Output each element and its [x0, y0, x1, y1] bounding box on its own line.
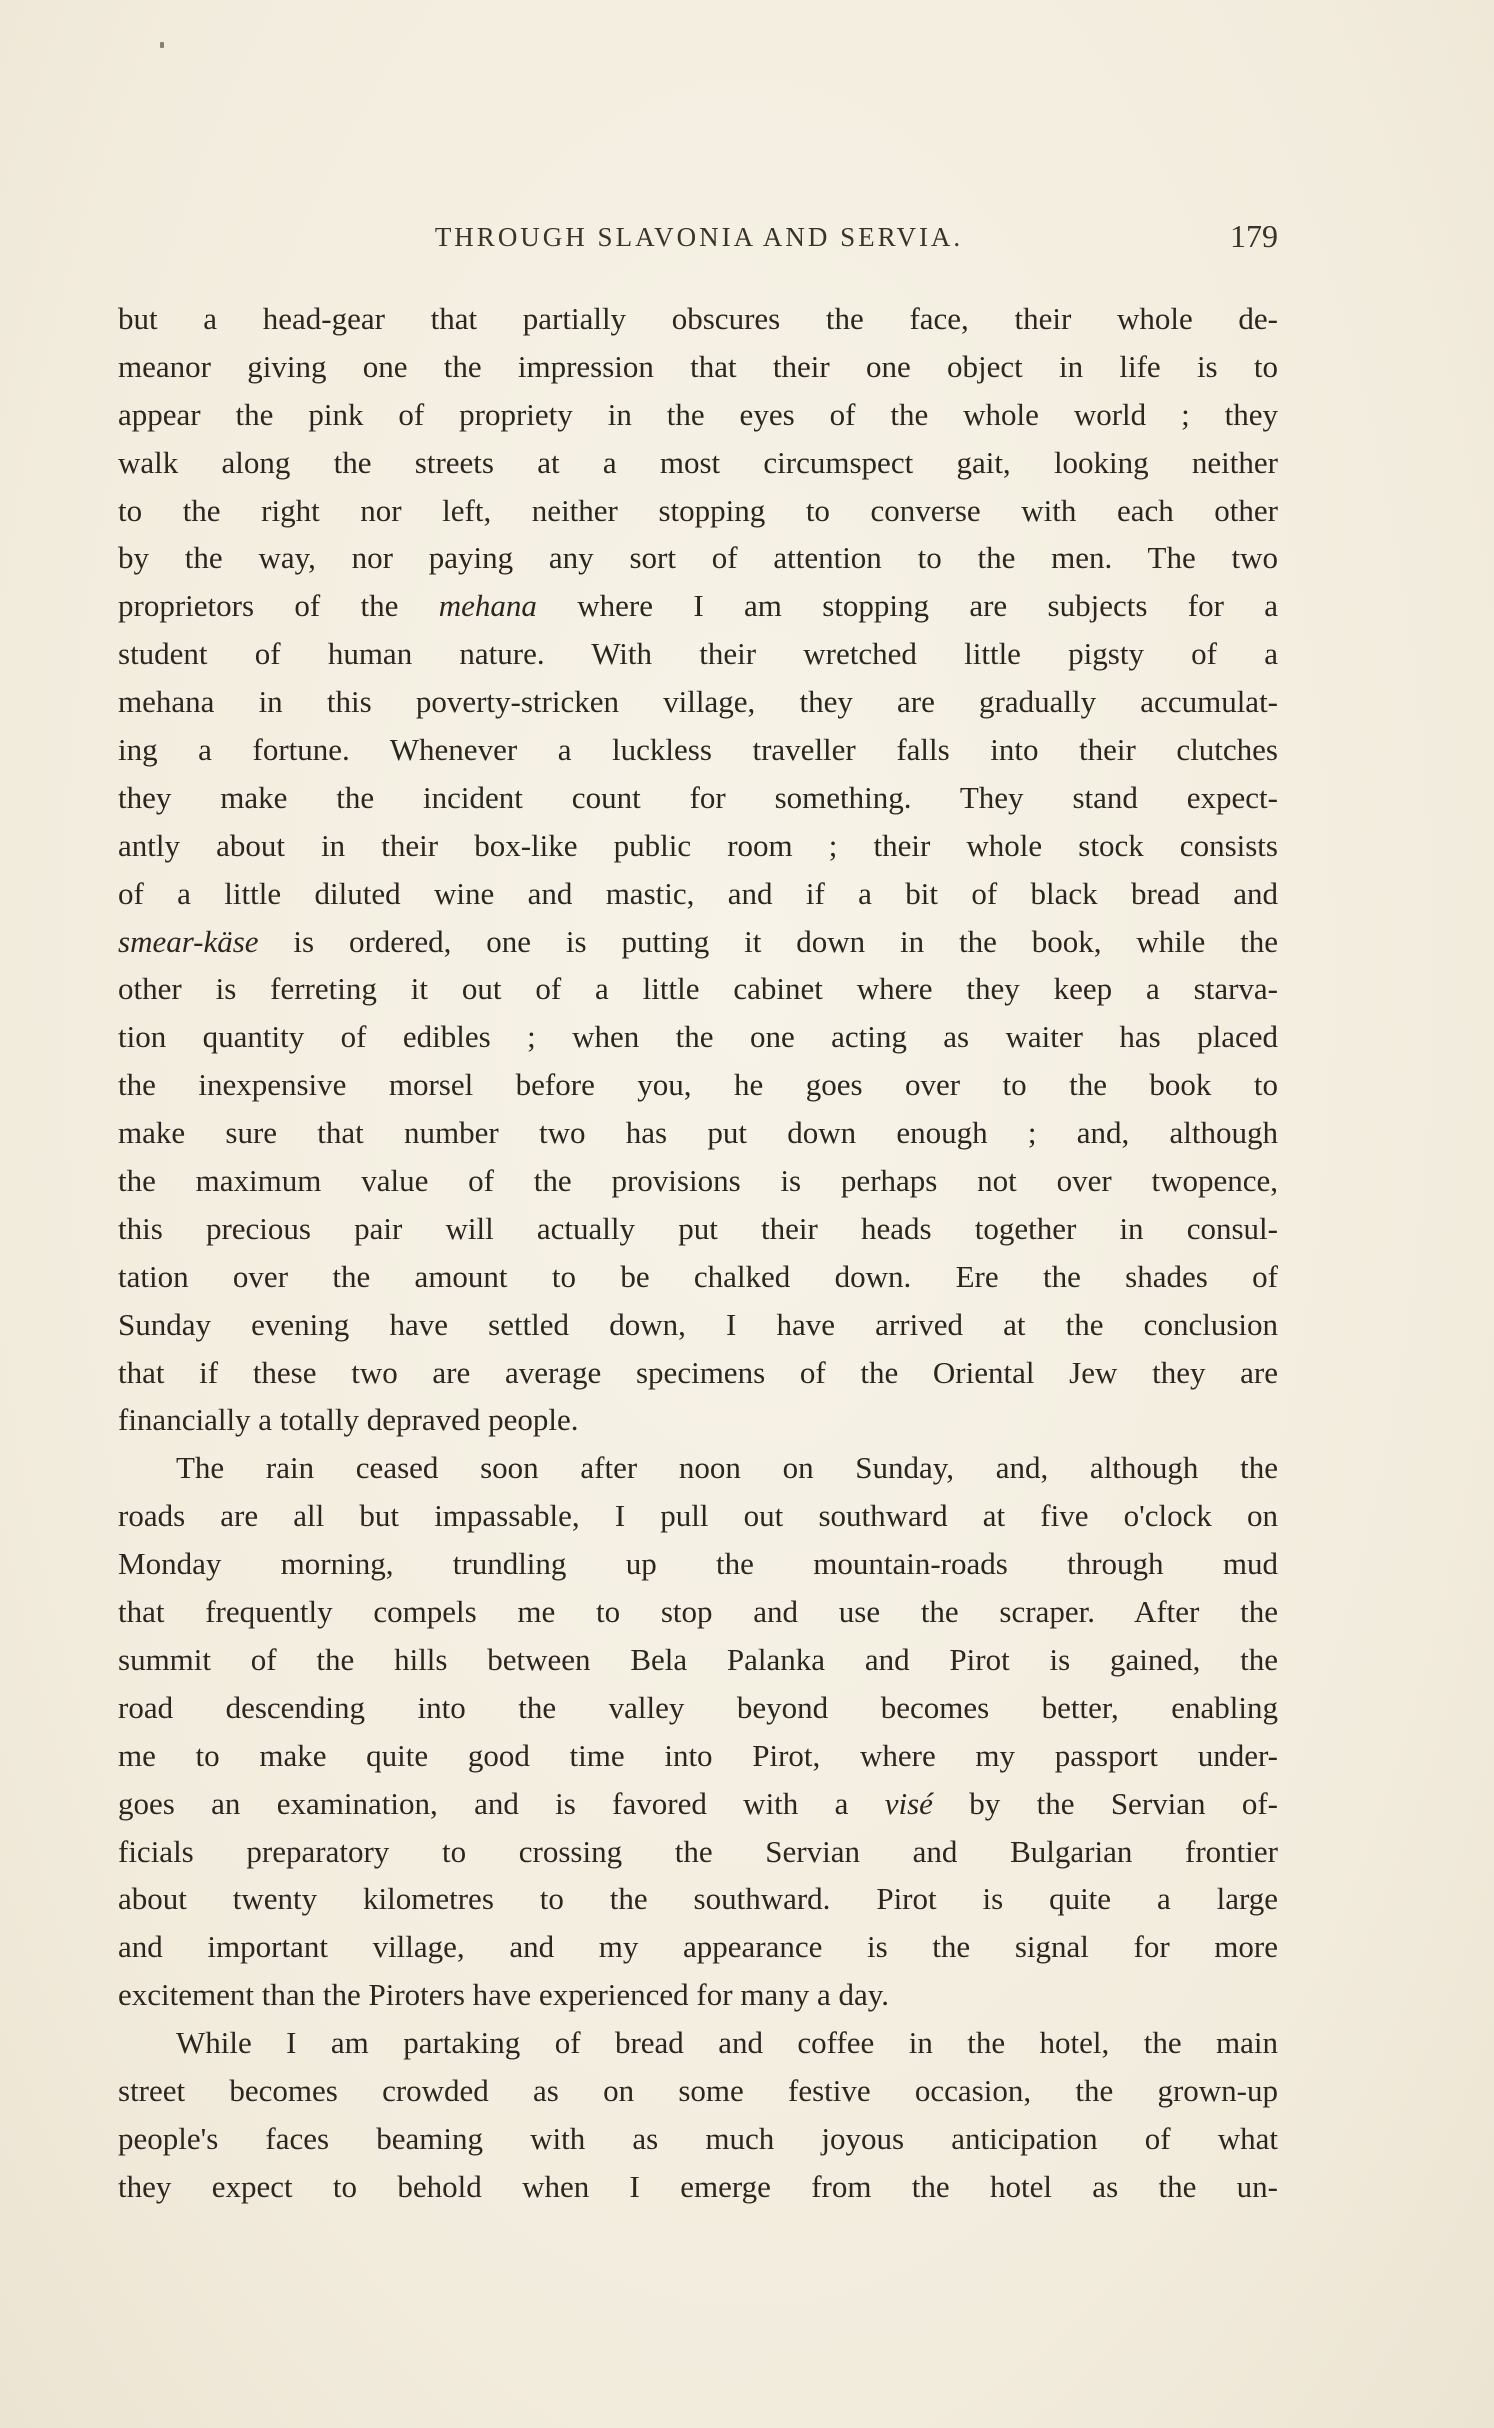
- page-header: [120, 218, 1278, 266]
- text-line: of a little diluted wine and mastic, and if a bit of black bread and: [118, 875, 1278, 911]
- text-line: that frequently compels me to stop and use the scraper. After the: [118, 1594, 1278, 1630]
- text-line: excitement than the Piroters have experienced for many a day.: [118, 1977, 889, 2013]
- text-line: to the right nor left, neither stopping to converse with each other: [118, 492, 1278, 528]
- text-line: but a head-gear that partially obscures the face, their whole de-: [118, 301, 1278, 336]
- page-number: 179: [1230, 218, 1278, 254]
- text-line: the maximum value of the provisions is perhaps not over twopence,: [118, 1163, 1278, 1199]
- ink-speck: [160, 42, 164, 48]
- text-line: The rain ceased soon after noon on Sunday, and, although the: [176, 1450, 1278, 1486]
- text-line: me to make quite good time into Pirot, where my passport under-: [118, 1737, 1278, 1773]
- text-line: road descending into the valley beyond becomes better, enabling: [118, 1689, 1278, 1725]
- text-line: they expect to behold when I emerge from the hotel as the un-: [118, 2168, 1278, 2204]
- text-line: student of human nature. With their wretched little pigsty of a: [118, 636, 1278, 672]
- text-line: that if these two are average specimens of the Oriental Jew they are: [118, 1354, 1278, 1390]
- text-line: proprietors of the mehana where I am stopping are subjects for a: [118, 588, 1278, 624]
- text-line: the inexpensive morsel before you, he goes over to the book to: [118, 1067, 1278, 1103]
- text-line: Monday morning, trundling up the mountain-roads through mud: [118, 1546, 1278, 1582]
- text-line: tation over the amount to be chalked down. Ere the shades of: [118, 1258, 1278, 1294]
- text-line: meanor giving one the impression that their one object in life is to: [118, 348, 1278, 384]
- text-line: financially a totally depraved people.: [118, 1402, 579, 1438]
- text-line: this precious pair will actually put their heads together in consul-: [118, 1210, 1278, 1246]
- text-line: smear-käse is ordered, one is putting it down in the book, while the: [118, 923, 1278, 959]
- text-line: by the way, nor paying any sort of attention to the men. The two: [118, 540, 1278, 576]
- body-text: [118, 295, 1278, 2211]
- text-line: people's faces beaming with as much joyous anticipation of what: [118, 2120, 1278, 2156]
- text-line: street becomes crowded as on some festive occasion, the grown-up: [118, 2072, 1278, 2108]
- text-line: they make the incident count for something. They stand expect-: [118, 779, 1278, 815]
- text-line: While I am partaking of bread and coffee in the hotel, the main: [176, 2025, 1278, 2061]
- text-line: ing a fortune. Whenever a luckless traveller falls into their clutches: [118, 732, 1278, 768]
- text-line: antly about in their box-like public room ; their whole stock consists: [118, 827, 1278, 863]
- running-title: THROUGH SLAVONIA AND SERVIA.: [434, 222, 964, 252]
- text-line: goes an examination, and is favored with a visé by the Servian of-: [118, 1785, 1278, 1821]
- text-line: appear the pink of propriety in the eyes of the whole world ; they: [118, 396, 1278, 432]
- text-line: make sure that number two has put down enough ; and, although: [118, 1115, 1278, 1151]
- text-line: and important village, and my appearance is the signal for more: [118, 1929, 1278, 1965]
- text-line: roads are all but impassable, I pull out southward at five o'clock on: [118, 1498, 1278, 1534]
- text-line: tion quantity of edibles ; when the one acting as waiter has placed: [118, 1019, 1278, 1055]
- text-line: summit of the hills between Bela Palanka and Pirot is gained, the: [118, 1641, 1278, 1677]
- text-line: Sunday evening have settled down, I have arrived at the conclusion: [118, 1306, 1278, 1342]
- text-line: other is ferreting it out of a little cabinet where they keep a starva-: [118, 971, 1278, 1007]
- text-line: ficials preparatory to crossing the Servian and Bulgarian frontier: [118, 1833, 1278, 1869]
- text-line: about twenty kilometres to the southward. Pirot is quite a large: [118, 1881, 1278, 1917]
- text-line: walk along the streets at a most circumspect gait, looking neither: [118, 444, 1278, 480]
- text-line: mehana in this poverty-stricken village, they are gradually accumulat-: [118, 684, 1278, 720]
